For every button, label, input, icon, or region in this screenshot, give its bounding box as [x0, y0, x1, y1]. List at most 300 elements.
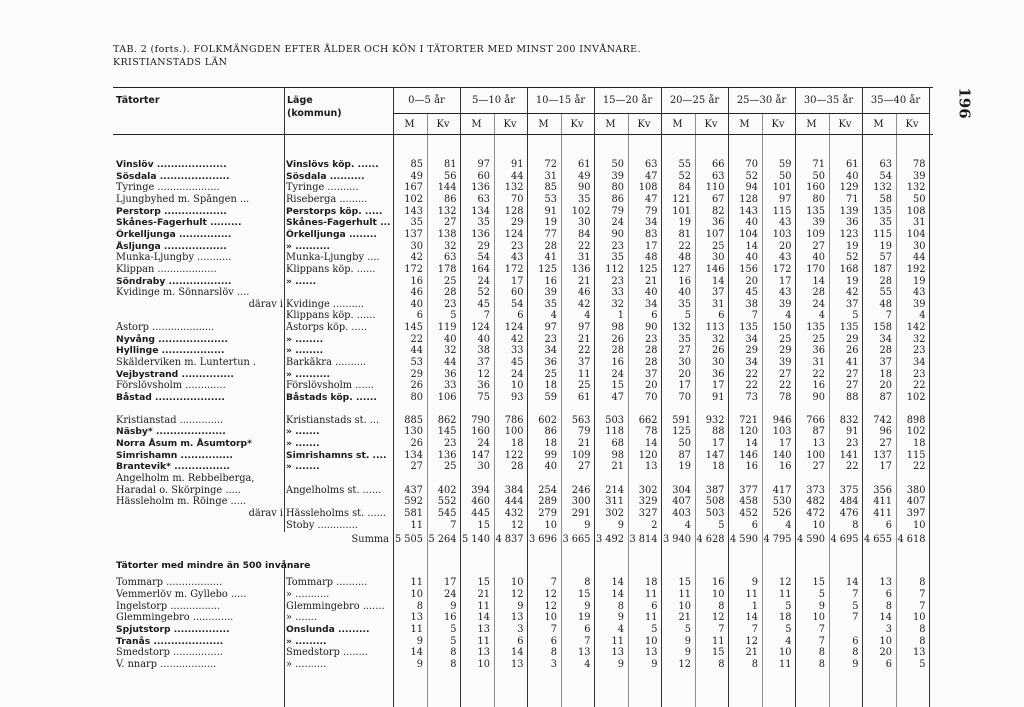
value-cell: 87 [812, 426, 825, 438]
value-cell: 14 [511, 647, 524, 659]
value-cell: 11 [645, 589, 658, 601]
kommun-name: Tyringe .......... [286, 182, 359, 194]
value-cell: 40 [678, 287, 691, 299]
value-cell: 25 [812, 333, 825, 345]
value-cell: 23 [913, 345, 926, 357]
value-cell: 75 [477, 392, 490, 403]
age-group-header: 15—20 år [602, 95, 653, 106]
value-cell: 10 [779, 647, 792, 659]
value-cell: 552 [437, 496, 457, 508]
value-cell: 10 [544, 519, 557, 531]
male-header: M [873, 119, 884, 130]
value-cell: 84 [678, 182, 691, 194]
female-header: Kv [637, 119, 651, 130]
value-cell: 37 [846, 298, 859, 310]
value-cell: 13 [410, 612, 423, 624]
value-cell: 4 [818, 310, 825, 322]
value-cell: 6 [517, 310, 524, 322]
summa-value: 3 940 [662, 534, 691, 546]
value-cell: 34 [544, 345, 557, 357]
value-cell: 16 [712, 577, 725, 589]
value-cell: 15 [712, 647, 725, 659]
value-cell: 5 [818, 589, 825, 601]
value-cell: 4 [550, 310, 557, 322]
table-row [113, 357, 933, 368]
value-cell: 17 [712, 380, 725, 392]
tatort-name: Glemmingebro ............. [116, 612, 234, 624]
value-cell: 8 [852, 519, 859, 531]
value-cell: 7 [751, 310, 758, 322]
value-cell: 21 [645, 275, 658, 287]
kommun-name: » ....... [286, 437, 320, 449]
value-cell: 50 [779, 170, 792, 182]
kommun-name: Ängelholms st. ...... [286, 484, 382, 496]
value-cell: 254 [538, 484, 557, 496]
value-cell: 36 [477, 380, 490, 392]
value-cell: 132 [873, 182, 892, 194]
value-cell: 407 [906, 496, 926, 508]
sex-column-rule [494, 113, 495, 707]
value-cell: 47 [645, 193, 658, 205]
value-cell: 32 [444, 345, 457, 357]
value-cell: 6 [651, 310, 658, 322]
value-cell: 110 [705, 182, 725, 194]
tatort-name: Hässleholm m. Röinge ..... [116, 496, 247, 508]
value-cell: 115 [906, 449, 926, 461]
header-lage [287, 94, 342, 120]
value-cell: 130 [404, 426, 423, 438]
tatort-name: Ljungbyhed m. Spången ... [116, 193, 250, 205]
value-cell: 18 [645, 577, 658, 589]
tatort-name: Åstorp .................... [116, 322, 215, 334]
male-header: M [538, 119, 549, 130]
value-cell: 34 [745, 333, 758, 345]
tatort-name: Vinslöv .................... [116, 159, 227, 170]
table-row [113, 647, 933, 658]
value-cell: 39 [779, 357, 792, 369]
tatort-name: Vemmerlöv m. Gyllebo ..... [116, 589, 247, 601]
value-cell: 122 [504, 449, 524, 461]
value-cell: 115 [772, 205, 792, 217]
value-cell: 132 [672, 322, 691, 334]
age-group-rule [728, 87, 729, 707]
tatort-name: Skånes-Fagerhult ......... [116, 217, 242, 229]
value-cell: 387 [705, 484, 725, 496]
age-group-rule [460, 87, 461, 707]
value-cell: 36 [712, 217, 725, 229]
value-cell: 4 [785, 519, 792, 531]
kommun-name: Munka-Ljungby .... [286, 252, 380, 264]
value-cell: 30 [477, 461, 490, 473]
value-cell: 20 [879, 380, 892, 392]
value-cell: 46 [578, 287, 591, 299]
value-cell: 45 [745, 287, 758, 299]
value-cell: 164 [471, 263, 490, 275]
value-cell: 118 [605, 426, 624, 438]
value-cell: 356 [873, 484, 892, 496]
value-cell: 23 [611, 275, 624, 287]
value-cell: 37 [645, 368, 658, 380]
value-cell: 18 [511, 437, 524, 449]
value-cell: 8 [818, 659, 825, 670]
value-cell: 329 [638, 496, 658, 508]
value-cell: 898 [906, 414, 926, 426]
kommun-name: » .......... [286, 659, 327, 670]
value-cell: 140 [772, 449, 792, 461]
value-cell: 18 [779, 612, 792, 624]
value-cell: 11 [477, 600, 490, 612]
value-cell: 21 [578, 437, 591, 449]
value-cell: 10 [511, 577, 524, 589]
value-cell: 11 [745, 589, 758, 601]
value-cell: 17 [444, 577, 457, 589]
summa-value: 4 590 [729, 534, 758, 546]
value-cell: 22 [812, 368, 825, 380]
value-cell: 6 [517, 635, 524, 647]
value-cell: 136 [471, 182, 490, 194]
value-cell: 11 [611, 635, 624, 647]
value-cell: 27 [779, 368, 792, 380]
value-cell: 187 [873, 263, 892, 275]
value-cell: 8 [919, 635, 926, 647]
tatort-name: Tranås .................... [116, 635, 224, 647]
value-cell: 27 [578, 461, 591, 473]
value-cell: 8 [416, 600, 423, 612]
value-cell: 6 [584, 624, 591, 636]
value-cell: 85 [544, 182, 557, 194]
value-cell: 49 [410, 170, 423, 182]
value-cell: 93 [511, 392, 524, 403]
value-cell: 70 [511, 193, 524, 205]
value-cell: 19 [678, 461, 691, 473]
value-cell: 79 [611, 205, 624, 217]
value-cell: 145 [404, 322, 423, 334]
tatort-name: Munka-Ljungby ........... [116, 252, 232, 264]
summa-value: 4 590 [796, 534, 825, 546]
value-cell: 132 [437, 205, 457, 217]
value-cell: 862 [437, 414, 457, 426]
value-cell: 27 [678, 345, 691, 357]
value-cell: 6 [885, 589, 892, 601]
value-cell: 5 [718, 519, 725, 531]
value-cell: 40 [444, 333, 457, 345]
value-cell: 20 [678, 368, 691, 380]
value-cell: 82 [712, 205, 725, 217]
value-cell: 108 [638, 182, 658, 194]
value-cell: 24 [477, 275, 490, 287]
sex-column-rule [561, 113, 562, 707]
table-row [113, 217, 933, 228]
table-row [113, 206, 933, 217]
value-cell: 22 [913, 461, 926, 473]
value-cell: 59 [779, 159, 792, 170]
value-cell: 66 [712, 159, 725, 170]
value-cell: 43 [913, 287, 926, 299]
age-group-header: 10—15 år [535, 95, 586, 106]
value-cell: 135 [739, 322, 758, 334]
table-row [113, 508, 933, 519]
value-cell: 4 [919, 310, 926, 322]
kommun-name: » ........... [286, 589, 330, 601]
value-cell: 40 [544, 461, 557, 473]
header-lage-label: Läge [287, 95, 313, 106]
tatort-name: Vejbystrand ............... [116, 368, 234, 380]
value-cell: 86 [611, 193, 624, 205]
value-cell: 5 [919, 659, 926, 670]
value-cell: 592 [404, 496, 423, 508]
value-cell: 11 [779, 659, 792, 670]
summa-value: 4 655 [863, 534, 892, 546]
value-cell: 18 [544, 380, 557, 392]
value-cell: 42 [410, 252, 423, 264]
value-cell: 246 [571, 484, 591, 496]
value-cell: 5 [684, 624, 691, 636]
tatort-name: Söndraby .................. [116, 275, 232, 287]
value-cell: 9 [852, 659, 859, 670]
value-cell: 40 [477, 333, 490, 345]
value-cell: 70 [678, 392, 691, 403]
value-cell: 19 [578, 612, 591, 624]
value-cell: 9 [450, 600, 457, 612]
value-cell: 33 [444, 380, 457, 392]
value-cell: 60 [477, 170, 490, 182]
table-row [113, 252, 933, 263]
value-cell: 5 [450, 310, 457, 322]
kommun-name: Hässleholms st. ...... [286, 507, 387, 519]
summa-row [113, 534, 933, 545]
value-cell: 10 [913, 519, 926, 531]
value-cell: 402 [437, 484, 457, 496]
kommun-name: Åstorps köp. ..... [286, 322, 367, 334]
value-cell: 16 [779, 461, 792, 473]
value-cell: 37 [712, 287, 725, 299]
value-cell: 11 [645, 612, 658, 624]
value-cell: 17 [779, 437, 792, 449]
kommun-name: Onslunda ......... [286, 624, 370, 636]
kommun-name: » .......... [286, 368, 331, 380]
value-cell: 26 [712, 345, 725, 357]
value-cell: 377 [739, 484, 758, 496]
value-cell: 14 [846, 577, 859, 589]
value-cell: 3 [550, 659, 557, 670]
value-cell: 109 [806, 228, 825, 240]
value-cell: 120 [638, 449, 658, 461]
value-cell: 22 [578, 345, 591, 357]
value-cell: 34 [745, 357, 758, 369]
tatort-name: Hyllinge .................. [116, 345, 225, 357]
value-cell: 40 [645, 287, 658, 299]
kommun-name: Perstorps köp. ..... [286, 205, 383, 217]
value-cell: 85 [410, 159, 423, 170]
value-cell: 21 [477, 589, 490, 601]
value-cell: 16 [611, 357, 624, 369]
value-cell: 102 [906, 392, 926, 403]
value-cell: 34 [645, 217, 658, 229]
value-cell: 53 [544, 193, 557, 205]
value-cell: 52 [745, 170, 758, 182]
value-cell: 132 [504, 182, 524, 194]
value-cell: 28 [444, 287, 457, 299]
value-cell: 28 [879, 275, 892, 287]
value-cell: 49 [578, 170, 591, 182]
value-cell: 50 [678, 437, 691, 449]
value-cell: 40 [812, 252, 825, 264]
value-cell: 721 [739, 414, 758, 426]
value-cell: 7 [852, 612, 859, 624]
value-cell: 31 [913, 217, 926, 229]
value-cell: 18 [879, 368, 892, 380]
table-row [113, 636, 933, 647]
value-cell: 37 [578, 357, 591, 369]
table-row [113, 369, 933, 380]
value-cell: 99 [544, 449, 557, 461]
value-cell: 25 [444, 461, 457, 473]
value-cell: 8 [718, 600, 725, 612]
value-cell: 12 [511, 519, 524, 531]
male-header: M [404, 119, 415, 130]
value-cell: 107 [705, 228, 725, 240]
age-group-rule [594, 87, 595, 707]
tatort-name: Kvidinge m. Sönnarslöv .... [116, 287, 250, 299]
table-row [113, 334, 933, 345]
value-cell: 7 [718, 624, 725, 636]
value-cell: 13 [645, 647, 658, 659]
value-cell: 13 [645, 461, 658, 473]
summa-value: 4 618 [897, 534, 926, 546]
sex-column-rule [762, 113, 763, 707]
tatort-name: Tommarp .................. [116, 577, 223, 589]
value-cell: 373 [806, 484, 825, 496]
value-cell: 13 [611, 647, 624, 659]
darav-label: därav i [248, 507, 283, 519]
section-heading: Tätorter med mindre än 500 invånare [116, 559, 311, 571]
kommun-name: Simrishamns st. .... [286, 449, 387, 461]
value-cell: 90 [812, 392, 825, 403]
value-cell: 9 [617, 612, 624, 624]
value-cell: 5 [852, 310, 859, 322]
value-cell: 279 [538, 507, 557, 519]
value-cell: 56 [444, 170, 457, 182]
value-cell: 87 [879, 392, 892, 403]
value-cell: 156 [739, 263, 758, 275]
value-cell: 129 [839, 182, 859, 194]
kommun-name: Kvidinge .......... [286, 298, 365, 310]
age-group-header: 35—40 år [870, 95, 921, 106]
value-cell: 54 [879, 170, 892, 182]
value-cell: 40 [846, 170, 859, 182]
table-row [113, 461, 933, 472]
value-cell: 21 [578, 275, 591, 287]
value-cell: 24 [611, 368, 624, 380]
sex-column-rule [427, 113, 428, 707]
table-row [113, 624, 933, 635]
value-cell: 16 [812, 380, 825, 392]
value-cell: 57 [879, 252, 892, 264]
tatort-name: Ängelholm m. Rebbelberga, [116, 472, 255, 484]
value-cell: 168 [839, 263, 859, 275]
value-cell: 300 [571, 496, 591, 508]
value-cell: 135 [806, 205, 825, 217]
value-cell: 458 [739, 496, 758, 508]
value-cell: 9 [751, 577, 758, 589]
table-row [113, 450, 933, 461]
value-cell: 742 [873, 414, 892, 426]
value-cell: 24 [444, 589, 457, 601]
value-cell: 11 [779, 589, 792, 601]
value-cell: 16 [745, 461, 758, 473]
value-cell: 38 [745, 298, 758, 310]
tatort-name: Kristianstad .............. [116, 414, 224, 426]
value-cell: 445 [471, 507, 490, 519]
value-cell: 87 [678, 449, 691, 461]
value-cell: 27 [879, 437, 892, 449]
value-cell: 790 [471, 414, 490, 426]
value-cell: 63 [645, 159, 658, 170]
value-cell: 55 [678, 159, 691, 170]
value-cell: 23 [511, 240, 524, 252]
value-cell: 452 [739, 507, 758, 519]
value-cell: 19 [879, 240, 892, 252]
value-cell: 50 [611, 159, 624, 170]
value-cell: 15 [678, 577, 691, 589]
value-cell: 417 [772, 484, 792, 496]
value-cell: 61 [578, 159, 591, 170]
value-cell: 63 [712, 170, 725, 182]
tatort-name: Förslövsholm ............. [116, 380, 226, 392]
value-cell: 26 [410, 437, 423, 449]
value-cell: 1 [751, 600, 758, 612]
table-row [113, 241, 933, 252]
value-cell: 4 [785, 635, 792, 647]
value-cell: 14 [745, 612, 758, 624]
value-cell: 12 [477, 368, 490, 380]
kommun-name: Stoby ............. [286, 519, 358, 531]
value-cell: 11 [410, 624, 423, 636]
summa-value: 3 696 [528, 534, 557, 546]
value-cell: 13 [477, 647, 490, 659]
value-cell: 28 [645, 357, 658, 369]
kommun-name: » ....... [286, 612, 317, 624]
table-row [113, 229, 933, 240]
value-cell: 112 [605, 263, 624, 275]
value-cell: 832 [839, 414, 859, 426]
value-cell: 172 [504, 263, 524, 275]
age-group-rule [929, 87, 930, 707]
value-cell: 50 [812, 170, 825, 182]
value-cell: 8 [751, 659, 758, 670]
value-cell: 33 [511, 345, 524, 357]
value-cell: 39 [779, 298, 792, 310]
value-cell: 144 [437, 182, 457, 194]
value-cell: 23 [846, 437, 859, 449]
value-cell: 9 [416, 635, 423, 647]
value-cell: 32 [913, 333, 926, 345]
value-cell: 142 [906, 322, 926, 334]
value-cell: 21 [611, 461, 624, 473]
value-cell: 125 [672, 426, 691, 438]
value-cell: 48 [678, 252, 691, 264]
summa-label: Summa [351, 534, 389, 546]
value-cell: 101 [772, 182, 792, 194]
value-cell: 81 [678, 228, 691, 240]
value-cell: 23 [444, 437, 457, 449]
value-cell: 5 [651, 624, 658, 636]
value-cell: 289 [538, 496, 557, 508]
value-cell: 444 [504, 496, 524, 508]
value-cell: 302 [638, 484, 658, 496]
value-cell: 484 [839, 496, 859, 508]
value-cell: 119 [437, 322, 457, 334]
